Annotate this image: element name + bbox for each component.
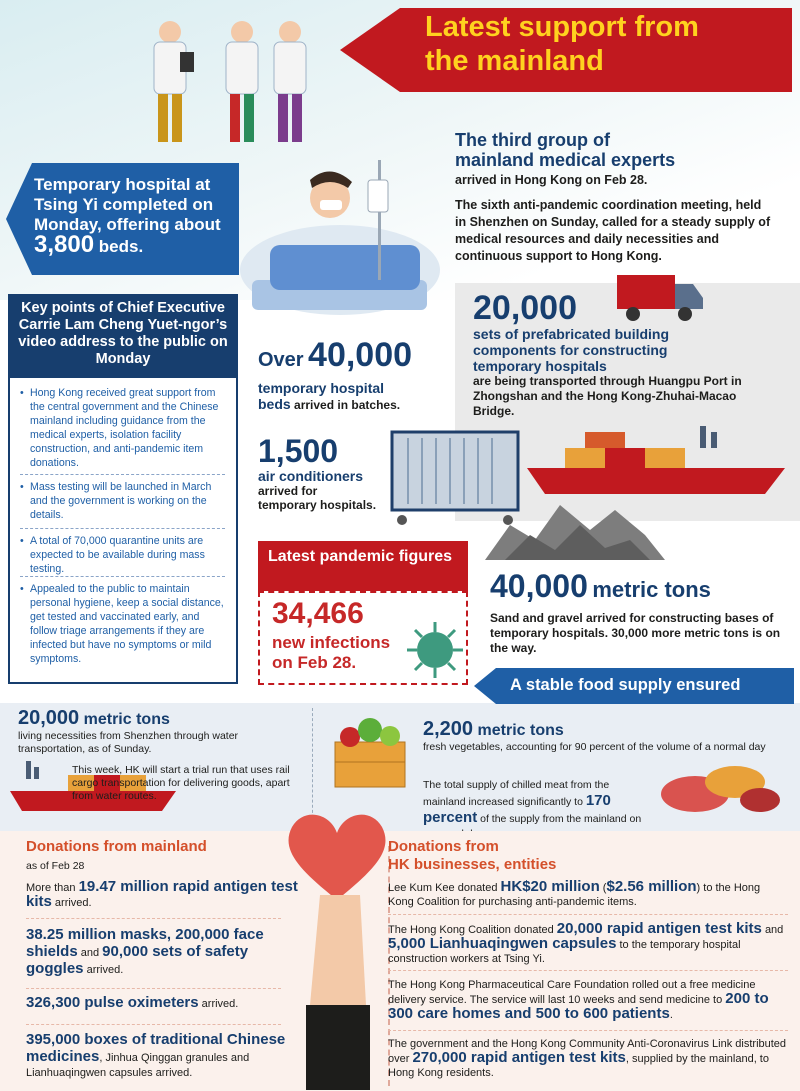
gravel-number: 40,000 — [490, 568, 588, 604]
page-title — [425, 10, 755, 78]
pandemic-label-2: on Feb 28. — [272, 653, 357, 672]
necessities-text: living necessities from Shenzhen through water transportation, as of Sunday. — [18, 730, 239, 755]
pandemic-number: 34,466 — [272, 597, 364, 630]
prefab-stat — [473, 290, 793, 419]
key-points-box — [8, 376, 238, 684]
heart-hand-illustration — [280, 805, 395, 1090]
vegetable-crate-illustration — [325, 702, 415, 792]
beds-word: beds — [258, 396, 291, 412]
mainland-donation-item — [26, 880, 326, 910]
doctor-figure-2 — [226, 21, 258, 142]
donation-item2-and: and — [80, 947, 100, 959]
donation-divider — [26, 1024, 281, 1025]
vegetables-text: fresh vegetables, accounting for 90 percent of the volume of a normal day — [423, 741, 766, 753]
vegetables-unit: metric tons — [477, 722, 564, 739]
title-line-2: the mainland — [425, 45, 604, 77]
hk-item1-em1: HK$20 million — [500, 878, 600, 895]
necessities-number: 20,000 — [18, 707, 80, 729]
hk-item4-em: 270,000 rapid antigen test kits — [412, 1049, 626, 1066]
vegetables-number: 2,200 — [423, 718, 474, 740]
key-point-item: • Hong Kong received great support from the central government and the Chinese mainland including guidance from the medical experts, isolation facility construction, and anti-pandemic item donations. — [20, 386, 225, 470]
ac-destination: temporary hospitals. — [258, 498, 377, 512]
hospital-callout — [34, 175, 234, 257]
mainland-donation-item — [26, 1032, 296, 1081]
donation-item3-em: 326,300 pulse oximeters — [26, 994, 199, 1011]
hospital-beds-suffix: beds. — [98, 237, 144, 256]
meat-text-post: of the supply from the mainland on — [480, 813, 642, 825]
patient-bed-illustration — [240, 150, 445, 325]
hk-item1-em2: $2.56 million — [606, 878, 697, 895]
experts-arrival: arrived in Hong Kong on Feb 28. — [455, 173, 648, 187]
donation-item1-em: 19.47 million rapid antigen test kits — [26, 878, 298, 910]
experts-title — [455, 130, 675, 170]
gravel-stat — [490, 568, 790, 656]
doctor-figure-3 — [274, 21, 306, 142]
prefab-components: sets of prefabricated building components for constructing temporary hospitals — [473, 326, 670, 374]
meat-illustration — [655, 752, 785, 817]
donation-divider — [388, 970, 788, 971]
hk-item2-pre: The Hong Kong Coalition donated — [388, 924, 554, 936]
key-point-divider — [20, 528, 225, 529]
gravel-text: Sand and gravel arrived for constructing bases of temporary hospitals. 30,000 more metric tons is on the way. — [490, 611, 781, 655]
rail-transport-text: This week, HK will start a trial run that uses rail cargo transportation for delivering goods, apart from water routes. — [72, 764, 290, 802]
donation-item4-em: 395,000 boxes of traditional Chinese medicines — [26, 1031, 286, 1065]
beds-over-label: Over — [258, 349, 304, 371]
meat-text-pre: The total supply of chilled meat from the mainland increased significantly to — [423, 779, 610, 808]
hospital-text: Temporary hospital at Tsing Yi completed on Monday, offering about — [34, 175, 221, 234]
beds-arrival: arrived in batches. — [294, 398, 401, 412]
necessities-stat — [18, 707, 308, 756]
beds-label: temporary hospital — [258, 380, 385, 396]
pandemic-label-1: new infections — [272, 633, 391, 652]
hk-item3-em: 200 to 300 care homes and 500 to 600 patients — [388, 990, 769, 1022]
key-point-item: • Mass testing will be launched in March and the government is working on the details. — [20, 480, 225, 522]
prefab-number: 20,000 — [473, 289, 577, 327]
donation-item3-post: arrived. — [201, 998, 239, 1010]
hk-donation-item: Lee Kum Kee donated HK$20 million ($2.56 million) to the Hong Kong Coalition for purchasing anti-pandemic items. — [388, 878, 761, 908]
key-point-item: • A total of 70,000 quarantine units are expected to be available during mass testing. — [20, 534, 225, 576]
cargo-ship-illustration — [525, 418, 790, 498]
experts-title-line-2: mainland medical experts — [455, 150, 676, 170]
donation-item4-post: , Jinhua Qinggan granules and Lianhuaqingwen capsules arrived. — [26, 1052, 250, 1079]
hk-donations-heading-line-1: Donations from — [388, 838, 499, 855]
food-banner-text: A stable food supply ensured — [510, 676, 741, 694]
virus-icon — [405, 620, 465, 680]
hk-donation-item — [388, 1037, 788, 1080]
hospital-beds-number: 3,800 — [34, 231, 95, 258]
mainland-donation-item — [26, 996, 281, 1011]
hk-item4-post: , supplied by the mainland, to Hong Kong residents. — [388, 1053, 769, 1079]
hk-item1-pre: Lee Kum Kee donated — [388, 882, 498, 894]
beds-stat — [258, 337, 448, 413]
medical-experts-illustration — [140, 12, 340, 147]
key-point-divider — [20, 576, 225, 577]
meat-percent: 170 percent — [423, 792, 611, 826]
hk-item2-and: and — [764, 924, 784, 936]
donation-item2-em1: 38.25 million masks, 200,000 face shields — [26, 926, 264, 960]
hk-donation-item: The Hong Kong Pharmaceutical Care Foundation rolled out a free medicine delivery service. The service will last 10 weeks and send medicine to 200 to 300 care homes and 500 to 600 patients. — [388, 979, 769, 1022]
necessities-unit: metric tons — [83, 711, 170, 728]
key-point-divider — [20, 474, 225, 475]
experts-title-line-1: The third group of — [455, 130, 610, 150]
hk-item2-post: to the temporary hospital construction workers at Tsing Yi. — [388, 939, 741, 965]
gravel-unit: metric tons — [592, 577, 711, 602]
donation-item2-post: arrived. — [86, 964, 124, 976]
donation-item1-pre: More than — [26, 882, 76, 894]
hk-item2-em1: 20,000 rapid antigen test kits — [556, 920, 762, 937]
hk-item3-pre: The Hong Kong Pharmaceutical Care Foundation rolled out a free medicine delivery service. The service will last 10 weeks and send medicine to — [388, 979, 756, 1006]
prefab-transport: are being transported through Huangpu Port in Zhongshan and the Hong Kong-Zhuhai-Macao Bridge. — [473, 374, 742, 418]
meeting-text: The sixth anti-pandemic coordination meeting, held in Shenzhen on Sunday, called for a steady supply of medical resources and daily necessities and continuous support to Hong Kong. — [455, 198, 771, 263]
key-points-heading: Key points of Chief Executive Carrie Lam Cheng Yuet-ngor’s video address to the public on Monday — [8, 294, 238, 376]
key-point-item: • Appealed to the public to maintain personal hygiene, keep a social distance, get tested and vaccinated early, and follow triage arrangements if they are infected but have no symptoms or mild symptoms. — [20, 582, 225, 666]
donation-divider — [26, 918, 281, 919]
donation-divider — [388, 914, 788, 915]
donation-divider — [388, 1030, 788, 1031]
mainland-donation-item — [26, 927, 281, 978]
ac-number: 1,500 — [258, 433, 339, 469]
donation-divider — [26, 988, 281, 989]
doctor-figure-1 — [154, 21, 194, 142]
donation-item2-em2: 90,000 sets of safety goggles — [26, 943, 249, 977]
title-line-1: Latest support from — [425, 11, 699, 43]
hk-item1-post: to the Hong Kong Coalition for purchasing anti-pandemic items. — [388, 882, 761, 908]
pandemic-heading: Latest pandemic figures — [258, 541, 468, 591]
ac-label: air conditioners — [258, 468, 364, 484]
hk-item2-em2: 5,000 Lianhuaqingwen capsules — [388, 935, 617, 952]
donation-item1-post: arrived. — [54, 897, 92, 909]
gravel-pile-illustration — [480, 490, 670, 565]
hk-item4-pre: The government and the Hong Kong Community Anti-Coronavirus Link distributed over — [388, 1038, 787, 1065]
vegetables-stat — [423, 718, 783, 754]
mainland-donations-asof: as of Feb 28 — [26, 860, 85, 872]
hk-donations-heading-line-2: HK businesses, entities — [388, 856, 557, 873]
beds-number: 40,000 — [308, 336, 413, 374]
mainland-donations-heading: Donations from mainland — [26, 838, 207, 855]
ac-arrived: arrived for — [258, 484, 318, 498]
hk-donation-item — [388, 922, 788, 966]
hk-donations-heading — [388, 838, 556, 874]
